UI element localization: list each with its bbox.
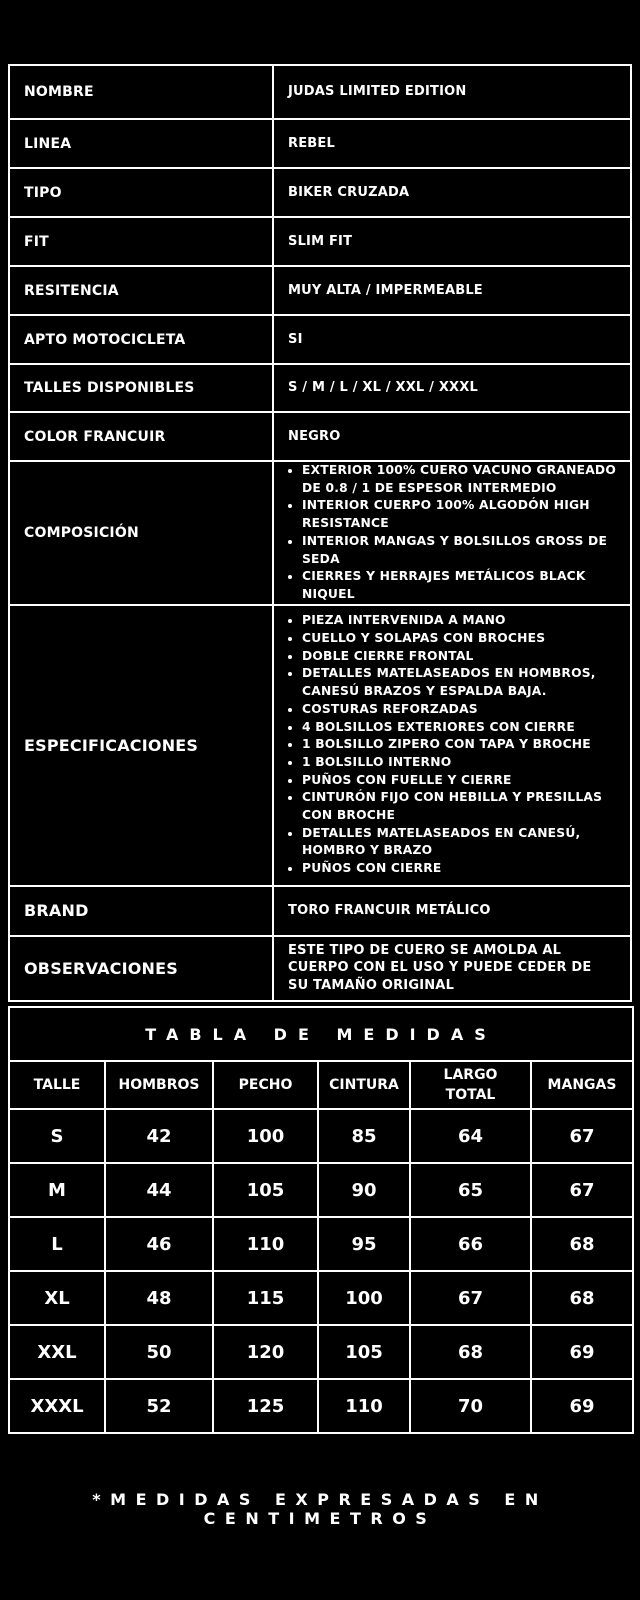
value-cell: 120 [213, 1325, 318, 1379]
list-item: • 1 BOLSILLO ZIPERO CON TAPA Y BROCHE [302, 736, 616, 754]
list-item: • CUELLO Y SOLAPAS CON BROCHES [302, 630, 616, 648]
value-cell: 48 [105, 1271, 213, 1325]
list-item: • DETALLES MATELASEADOS EN CANESÚ, HOMBRO Y BRAZO [302, 825, 616, 860]
spec-key: BRAND [9, 886, 273, 936]
spec-row-fit [9, 217, 631, 266]
value-cell: 105 [213, 1163, 318, 1217]
spec-row-apto-motocicleta [9, 315, 631, 364]
size-cell: XL [9, 1271, 105, 1325]
spec-value: JUDAS LIMITED EDITION [273, 65, 631, 119]
table-row [9, 1217, 633, 1271]
spec-key: TIPO [9, 168, 273, 217]
spec-key: RESITENCIA [9, 266, 273, 315]
column-header [410, 1061, 531, 1109]
value-cell: 44 [105, 1163, 213, 1217]
spec-row-color [9, 412, 631, 461]
value-cell: 115 [213, 1271, 318, 1325]
size-chart-table [8, 1006, 632, 1434]
spec-value: TORO FRANCUIR METÁLICO [273, 886, 631, 936]
list-item: • PUÑOS CON CIERRE [302, 860, 616, 878]
value-cell: 95 [318, 1217, 410, 1271]
spec-value-list [273, 605, 631, 886]
spec-value: SLIM FIT [273, 217, 631, 266]
size-cell: L [9, 1217, 105, 1271]
value-cell: 90 [318, 1163, 410, 1217]
table-row [9, 1271, 633, 1325]
value-cell: 66 [410, 1217, 531, 1271]
column-header: HOMBROS [105, 1061, 213, 1109]
spec-value: S / M / L / XL / XXL / XXXL [273, 364, 631, 412]
list-item: • PIEZA INTERVENIDA A MANO [302, 612, 616, 630]
value-cell: 67 [531, 1109, 633, 1163]
value-cell: 68 [531, 1217, 633, 1271]
column-header: TALLE [9, 1061, 105, 1109]
value-cell: 67 [531, 1163, 633, 1217]
column-header: MANGAS [531, 1061, 633, 1109]
value-cell: 105 [318, 1325, 410, 1379]
value-cell: 67 [410, 1271, 531, 1325]
spec-key: OBSERVACIONES [9, 936, 273, 1001]
column-header: PECHO [213, 1061, 318, 1109]
spec-row-tipo [9, 168, 631, 217]
spec-key: NOMBRE [9, 65, 273, 119]
table-row [9, 1163, 633, 1217]
column-header-label: LARGO TOTAL [443, 1067, 498, 1103]
list-item: • PUÑOS CON FUELLE Y CIERRE [302, 772, 616, 790]
list-item: • COSTURAS REFORZADAS [302, 701, 616, 719]
spec-row-resistencia [9, 266, 631, 315]
value-cell: 69 [531, 1325, 633, 1379]
list-item: • EXTERIOR 100% CUERO VACUNO GRANEADO DE 0.8 / 1 DE ESPESOR INTERMEDIO [302, 462, 616, 497]
spec-row-talles [9, 364, 631, 412]
spec-value: BIKER CRUZADA [273, 168, 631, 217]
list-item: • CIERRES Y HERRAJES METÁLICOS BLACK NIQUEL [302, 568, 616, 603]
spec-value: MUY ALTA / IMPERMEABLE [273, 266, 631, 315]
value-cell: 68 [531, 1271, 633, 1325]
spec-row-brand [9, 886, 631, 936]
size-chart-header-row [9, 1061, 633, 1109]
list-item: • DETALLES MATELASEADOS EN HOMBROS, CANESÚ BRAZOS Y ESPALDA BAJA. [302, 665, 616, 700]
list-item: • DOBLE CIERRE FRONTAL [302, 648, 616, 666]
list-item: • 1 BOLSILLO INTERNO [302, 754, 616, 772]
spec-value: REBEL [273, 119, 631, 168]
value-cell: 85 [318, 1109, 410, 1163]
spec-value: ESTE TIPO DE CUERO SE AMOLDA AL CUERPO CON EL USO Y PUEDE CEDER DE SU TAMAÑO ORIGINAL [273, 936, 631, 1001]
list-item: • INTERIOR CUERPO 100% ALGODÓN HIGH RESISTANCE [302, 497, 616, 532]
spec-key: FIT [9, 217, 273, 266]
spec-row-linea [9, 119, 631, 168]
table-row [9, 1109, 633, 1163]
value-cell: 110 [318, 1379, 410, 1433]
value-cell: 50 [105, 1325, 213, 1379]
value-cell: 68 [410, 1325, 531, 1379]
footnote: *MEDIDAS EXPRESADAS EN CENTIMETROS [92, 1490, 548, 1528]
spec-key: ESPECIFICACIONES [9, 605, 273, 886]
spec-value: SI [273, 315, 631, 364]
size-chart-title: TABLA DE MEDIDAS [9, 1007, 633, 1061]
value-cell: 110 [213, 1217, 318, 1271]
spec-row-nombre [9, 65, 631, 119]
size-cell: XXL [9, 1325, 105, 1379]
spec-row-observaciones [9, 936, 631, 1001]
list-item: • INTERIOR MANGAS Y BOLSILLOS GROSS DE SEDA [302, 533, 616, 568]
value-cell: 64 [410, 1109, 531, 1163]
spec-row-especificaciones [9, 605, 631, 886]
value-cell: 70 [410, 1379, 531, 1433]
value-cell: 46 [105, 1217, 213, 1271]
spec-key: APTO MOTOCICLETA [9, 315, 273, 364]
value-cell: 42 [105, 1109, 213, 1163]
spec-key: COMPOSICIÓN [9, 461, 273, 605]
size-chart-title-row [9, 1007, 633, 1061]
value-cell: 52 [105, 1379, 213, 1433]
spec-key: TALLES DISPONIBLES [9, 364, 273, 412]
table-row [9, 1379, 633, 1433]
value-cell: 125 [213, 1379, 318, 1433]
value-cell: 69 [531, 1379, 633, 1433]
value-cell: 100 [213, 1109, 318, 1163]
size-cell: M [9, 1163, 105, 1217]
table-row [9, 1325, 633, 1379]
product-spec-table [8, 64, 632, 1002]
size-cell: S [9, 1109, 105, 1163]
value-cell: 65 [410, 1163, 531, 1217]
list-item: • 4 BOLSILLOS EXTERIORES CON CIERRE [302, 719, 616, 737]
size-cell: XXXL [9, 1379, 105, 1433]
spec-value-list [273, 461, 631, 605]
spec-key: COLOR FRANCUIR [9, 412, 273, 461]
spec-key: LINEA [9, 119, 273, 168]
value-cell: 100 [318, 1271, 410, 1325]
column-header: CINTURA [318, 1061, 410, 1109]
spec-value: NEGRO [273, 412, 631, 461]
spec-row-composicion [9, 461, 631, 605]
list-item: • CINTURÓN FIJO CON HEBILLA Y PRESILLAS CON BROCHE [302, 789, 616, 824]
